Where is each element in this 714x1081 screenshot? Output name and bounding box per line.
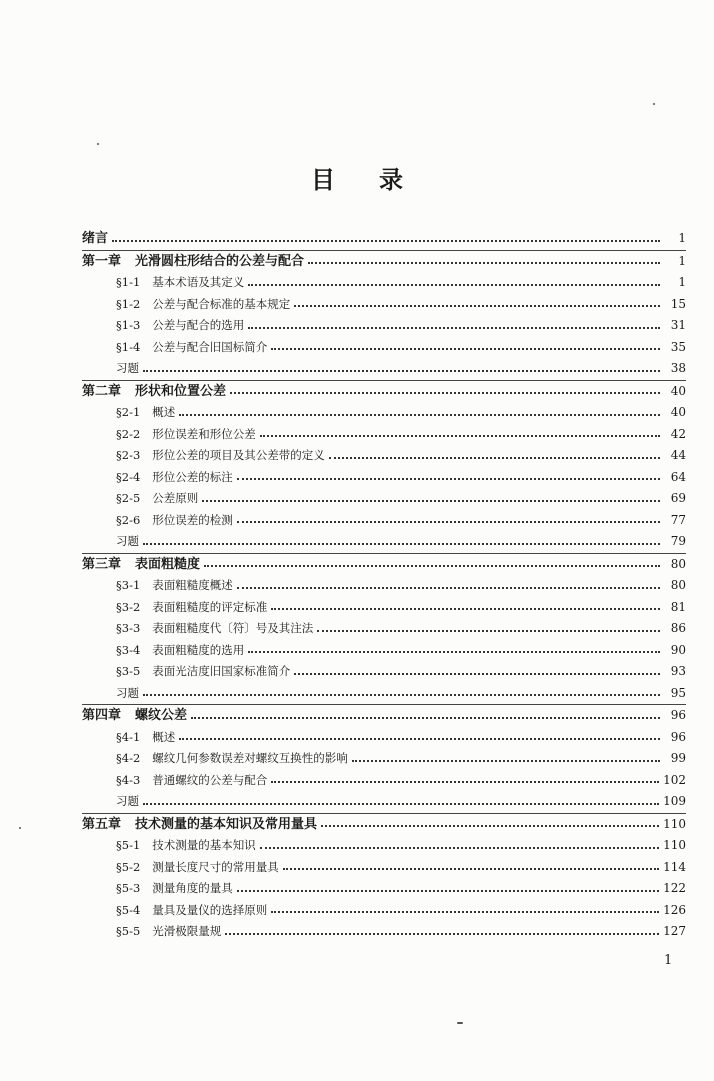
dot-leader [271, 608, 660, 610]
toc-entry-number: §5-2 [116, 859, 141, 874]
dot-leader [237, 521, 660, 523]
toc-entry-number: 第五章 [82, 816, 122, 832]
toc-section-row[interactable] [82, 510, 686, 532]
toc-entry-number: §4-1 [116, 729, 141, 744]
dot-leader [143, 370, 660, 372]
toc-entry-number: 第二章 [82, 383, 122, 399]
toc-entry-label: 表面粗糙度概述 [152, 578, 233, 592]
toc-chapter-row[interactable] [82, 380, 686, 403]
dot-leader [294, 673, 660, 675]
toc-entry-label: 绪言 [82, 231, 109, 246]
toc-entry-number: §3-2 [116, 599, 141, 614]
toc-entry-label: 光滑极限量规 [152, 924, 222, 938]
toc-entry-page: 114 [663, 859, 686, 874]
toc-entry-number: §4-3 [116, 772, 141, 787]
page-number: 1 [664, 953, 673, 968]
dot-leader [329, 457, 660, 459]
toc-entry-number: §2-2 [116, 426, 141, 441]
toc-entry-label: 公差与配合标准的基本规定 [152, 296, 291, 311]
dot-leader [271, 348, 660, 350]
toc-entry-number: 第四章 [82, 708, 122, 723]
toc-entry-page: 40 [670, 405, 686, 419]
toc-exercise-row[interactable] [82, 683, 686, 705]
toc-entry-page: 90 [670, 642, 686, 657]
toc-entry-page: 110 [663, 838, 686, 852]
toc-entry-number: §3-3 [116, 621, 141, 635]
toc-entry-label: 习题 [116, 534, 139, 548]
toc-chapter-row[interactable] [82, 250, 686, 273]
toc-section-row[interactable] [82, 272, 686, 294]
toc-entry-page: 77 [670, 512, 686, 527]
toc-entry-number: §1-1 [116, 275, 141, 289]
toc-section-row[interactable] [82, 402, 686, 424]
toc-section-row[interactable] [82, 835, 686, 857]
toc-entry-page: 80 [670, 556, 686, 571]
scan-speck [457, 1022, 463, 1024]
toc-entry-label: 习题 [116, 685, 139, 700]
toc-entry-page: 110 [663, 816, 686, 831]
toc-entry-number: §2-5 [116, 491, 141, 505]
toc-entry-number: §3-1 [116, 578, 141, 592]
toc-entry-page: 95 [670, 685, 686, 700]
toc-exercise-row[interactable] [82, 358, 686, 380]
toc-section-row[interactable] [82, 315, 686, 337]
toc-section-row[interactable] [82, 770, 686, 792]
toc-entry-number: §3-4 [116, 642, 141, 657]
toc-entry-label: 表面粗糙度的评定标准 [152, 599, 268, 614]
toc-entry-page: 102 [663, 772, 686, 787]
toc-entry-page: 126 [663, 902, 686, 917]
toc-section-row[interactable] [82, 575, 686, 597]
toc-entry-number: §5-3 [116, 881, 141, 895]
toc-entry-label: 测量角度的量具 [152, 881, 233, 895]
scan-speck [19, 827, 21, 829]
dot-leader [260, 435, 660, 437]
toc-section-row[interactable] [82, 618, 686, 640]
dot-leader [202, 500, 660, 502]
toc-entry-number: §2-6 [116, 512, 141, 527]
toc-chapter-row[interactable] [82, 704, 686, 727]
dot-leader [317, 630, 660, 632]
toc-section-row[interactable] [82, 900, 686, 922]
toc-entry-page: 93 [670, 664, 686, 678]
table-of-contents [82, 228, 686, 943]
toc-entry-label: 表面粗糙度 [135, 556, 201, 572]
toc-section-row[interactable] [82, 445, 686, 467]
dot-leader [143, 803, 659, 805]
toc-entry-page: 81 [670, 599, 686, 614]
toc-entry-number: §2-4 [116, 469, 141, 484]
toc-entry-label: 测量长度尺寸的常用量具 [152, 859, 279, 874]
toc-entry-number: §4-2 [116, 751, 141, 765]
dot-leader [321, 825, 659, 827]
toc-entry-page: 31 [670, 318, 686, 332]
dot-leader [271, 781, 659, 783]
toc-section-row[interactable] [82, 488, 686, 510]
toc-entry-label: 量具及量仪的选择原则 [152, 902, 268, 917]
dot-leader [294, 305, 660, 307]
toc-chapter-row[interactable] [82, 553, 686, 576]
dot-leader [230, 392, 660, 394]
toc-entry-page: 86 [670, 621, 686, 635]
toc-entry-page: 79 [670, 534, 686, 548]
toc-section-row[interactable] [82, 294, 686, 316]
toc-section-row[interactable] [82, 878, 686, 900]
toc-section-row[interactable] [82, 661, 686, 683]
toc-entry-label: 技术测量的基本知识 [152, 838, 256, 852]
toc-entry-page: 1 [678, 253, 686, 268]
toc-entry-label: 公差与配合的选用 [152, 318, 245, 332]
toc-entry-number: §1-3 [116, 318, 141, 332]
toc-chapter-row[interactable] [82, 228, 686, 250]
toc-entry-page: 109 [663, 794, 686, 808]
toc-entry-label: 表面粗糙度的选用 [152, 642, 245, 657]
toc-entry-label: 光滑圆柱形结合的公差与配合 [135, 253, 305, 269]
toc-section-row[interactable] [82, 337, 686, 359]
toc-section-row[interactable] [82, 424, 686, 446]
title-char-2: 录 [379, 166, 403, 194]
toc-entry-label: 表面光洁度旧国家标准简介 [152, 664, 291, 678]
toc-entry-label: 形位公差的项目及其公差带的定义 [152, 448, 325, 462]
dot-leader [308, 262, 660, 264]
toc-entry-number: §3-5 [116, 664, 141, 678]
dot-leader [260, 847, 659, 849]
toc-entry-page: 42 [670, 426, 686, 441]
toc-entry-number: §5-4 [116, 902, 141, 917]
toc-entry-label: 螺纹公差 [135, 708, 188, 723]
toc-entry-page: 35 [670, 339, 686, 354]
scan-speck [97, 143, 99, 145]
dot-leader [179, 738, 660, 740]
toc-entry-page: 15 [670, 296, 686, 311]
toc-entry-label: 形位公差的标注 [152, 469, 233, 484]
dot-leader [248, 651, 660, 653]
toc-exercise-row[interactable] [82, 531, 686, 553]
toc-entry-label: 概述 [152, 405, 176, 419]
dot-leader [237, 478, 660, 480]
page-title [0, 160, 714, 195]
dot-leader [237, 890, 659, 892]
toc-section-row[interactable] [82, 597, 686, 619]
dot-leader [204, 565, 660, 567]
toc-entry-label: 螺纹几何参数误差对螺纹互换性的影响 [152, 751, 348, 765]
toc-entry-page: 96 [670, 708, 686, 722]
toc-entry-page: 64 [670, 469, 686, 484]
dot-leader [225, 933, 659, 935]
dot-leader [248, 327, 660, 329]
toc-entry-page: 99 [670, 751, 686, 765]
dot-leader [283, 868, 659, 870]
dot-leader [191, 717, 660, 719]
dot-leader [237, 587, 660, 589]
toc-entry-page: 44 [670, 448, 686, 462]
toc-entry-label: 形位误差的检测 [152, 512, 233, 527]
toc-entry-page: 96 [670, 729, 686, 744]
toc-entry-label: 普通螺纹的公差与配合 [152, 772, 268, 787]
toc-entry-page: 40 [670, 383, 686, 398]
toc-section-row[interactable] [82, 727, 686, 749]
toc-entry-label: 公差原则 [152, 491, 199, 505]
toc-entry-page: 38 [670, 361, 686, 375]
toc-entry-label: 公差与配合旧国标简介 [152, 339, 268, 354]
toc-entry-page: 80 [670, 578, 686, 592]
toc-entry-page: 1 [678, 275, 686, 289]
toc-entry-label: 形位误差和形位公差 [152, 426, 256, 441]
dot-leader [112, 240, 660, 242]
toc-chapter-row[interactable] [82, 813, 686, 836]
toc-entry-label: 基本术语及其定义 [152, 275, 245, 289]
toc-entry-number: 第一章 [82, 253, 122, 269]
toc-entry-number: §2-3 [116, 448, 141, 462]
toc-section-row[interactable] [82, 748, 686, 770]
toc-entry-page: 1 [678, 231, 686, 245]
toc-entry-page: 122 [663, 881, 686, 895]
toc-entry-page: 127 [663, 924, 686, 938]
scan-speck [653, 103, 655, 105]
dot-leader [143, 543, 660, 545]
toc-entry-number: §5-1 [116, 838, 141, 852]
toc-entry-label: 习题 [116, 361, 139, 375]
toc-section-row[interactable] [82, 640, 686, 662]
toc-entry-label: 表面粗糙度代〔符〕号及其注法 [152, 621, 314, 635]
toc-entry-label: 概述 [152, 729, 176, 744]
toc-entry-number: §1-4 [116, 339, 141, 354]
toc-section-row[interactable] [82, 467, 686, 489]
toc-section-row[interactable] [82, 921, 686, 943]
dot-leader [271, 911, 659, 913]
toc-entry-number: §2-1 [116, 405, 141, 419]
toc-entry-number: §1-2 [116, 296, 141, 311]
toc-entry-number: 第三章 [82, 556, 122, 572]
dot-leader [248, 284, 660, 286]
title-char-1: 目 [311, 166, 335, 194]
toc-exercise-row[interactable] [82, 791, 686, 813]
toc-entry-label: 习题 [116, 794, 139, 808]
toc-entry-number: §5-5 [116, 924, 141, 938]
toc-entry-label: 形状和位置公差 [135, 383, 227, 399]
toc-entry-page: 69 [670, 491, 686, 505]
dot-leader [143, 694, 660, 696]
dot-leader [352, 760, 660, 762]
toc-section-row[interactable] [82, 857, 686, 879]
toc-entry-label: 技术测量的基本知识及常用量具 [135, 816, 318, 832]
dot-leader [179, 414, 660, 416]
